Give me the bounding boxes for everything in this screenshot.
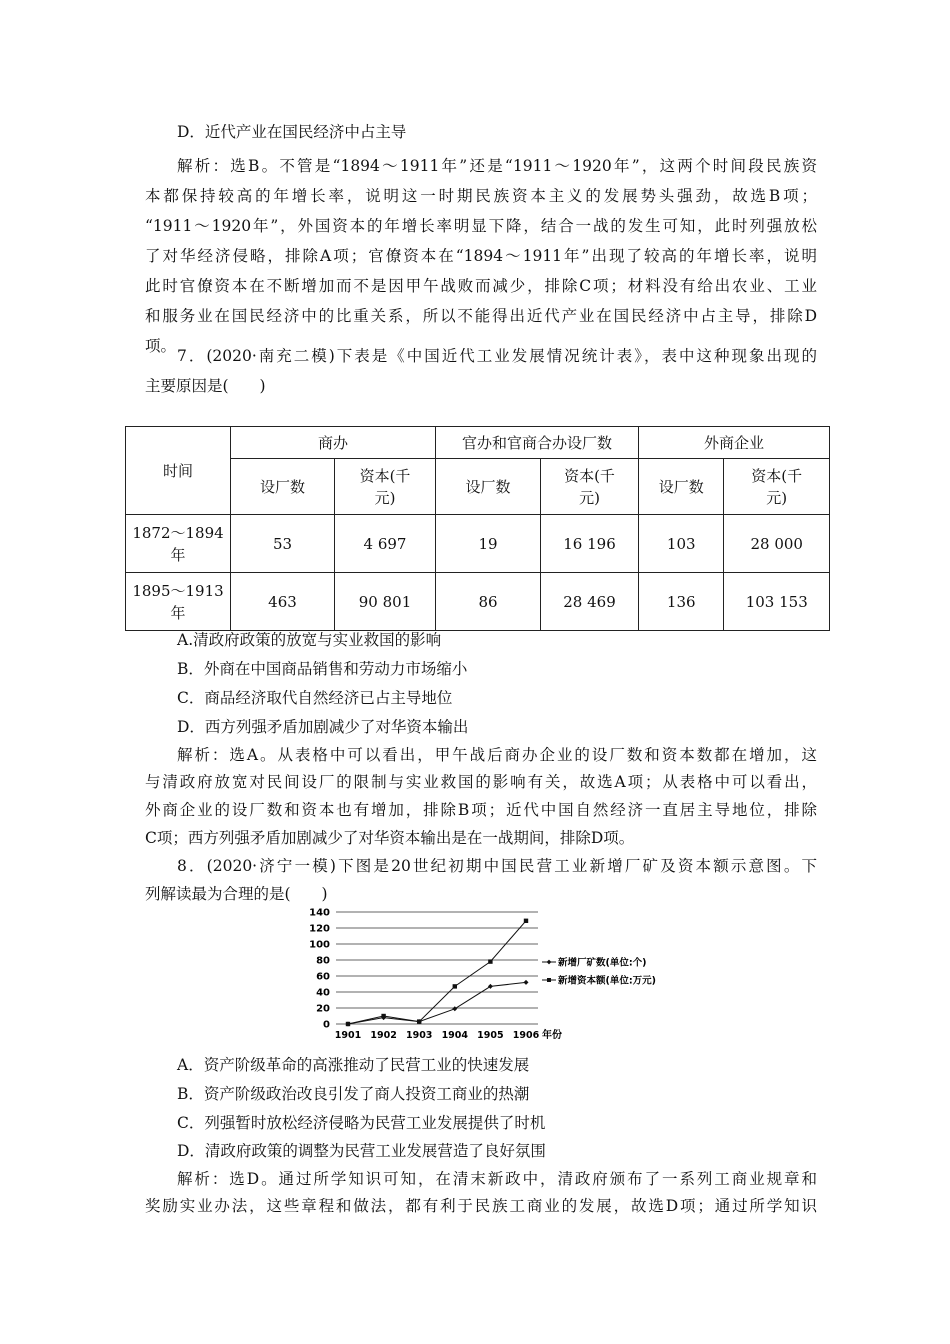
data-point-square: [524, 919, 528, 923]
x-tick-label: 1901: [334, 1030, 362, 1041]
x-tick-label: 1906: [512, 1030, 540, 1041]
sub-header-count: 设厂数: [231, 459, 335, 515]
y-tick-label: 140: [309, 907, 330, 919]
q8-option-b: B．资产阶级政治改良引发了商人投资工商业的热潮: [177, 1085, 530, 1103]
q8-analysis-line-1: 解析：选D。通过所学知识可知，在清末新政中，清政府颁布了一系列工商业规章和: [177, 1170, 817, 1188]
time-header: 时间: [126, 427, 231, 515]
row-period: 1895～1913 年: [126, 573, 231, 631]
data-point-square: [346, 1022, 350, 1026]
table-row: [126, 515, 830, 573]
data-point-square: [417, 1019, 421, 1023]
y-tick-label: 20: [316, 1003, 330, 1015]
q8-analysis-line-2: 奖励实业办法，这些章程和做法，都有利于民族工商业的发展，故选D项；通过所学知识: [145, 1197, 817, 1215]
q7-analysis-line-2: 与清政府放宽对民间设厂的限制与实业救国的影响有关，故选A项；从表格中可以看出，: [145, 773, 817, 791]
legend-marker-square: [547, 978, 551, 982]
sub-header-capital: 资本(千 元): [541, 459, 639, 515]
group-header-official: 官办和官商合办设厂数: [436, 427, 639, 459]
q7-analysis-line-1: 解析：选A。从表格中可以看出，甲午战后商办企业的设厂数和资本数都在增加，这: [177, 746, 817, 764]
table-cell: 136: [639, 573, 724, 631]
q8-option-d: D．清政府政策的调整为民营工业发展营造了良好氛围: [177, 1142, 546, 1160]
table-cell: 103: [639, 515, 724, 573]
sub-header-count: 设厂数: [639, 459, 724, 515]
table-cell: 90 801: [335, 573, 436, 631]
q8-option-a: A．资产阶级革命的高涨推动了民营工业的快速发展: [177, 1056, 530, 1074]
data-point-square: [453, 984, 457, 988]
q7-option-d: D．西方列强矛盾加剧减少了对华资本输出: [177, 718, 469, 736]
q7-analysis-line-4: C项；西方列强矛盾加剧减少了对华资本输出是在一战期间，排除D项。: [145, 829, 635, 847]
data-point-diamond: [524, 980, 529, 985]
sub-header-capital: 资本(千 元): [724, 459, 830, 515]
q6-analysis-line-5: 此时官僚资本在不断增加而不是因甲午战败而减少，排除C项；材料没有给出农业、工业: [145, 277, 817, 295]
q6-analysis-line-4: 了对华经济侵略，排除A项；官僚资本在“1894～1911年”出现了较高的年增长率，说明: [145, 247, 817, 265]
q8-option-c: C．列强暂时放松经济侵略为民营工业发展提供了时机: [177, 1114, 546, 1132]
data-point-square: [381, 1014, 385, 1018]
q6-analysis-line-6: 和服务业在国民经济中的比重关系，所以不能得出近代产业在国民经济中占主导，排除D: [145, 307, 817, 325]
q6-option-d: D．近代产业在国民经济中占主导: [177, 123, 407, 141]
data-point-square: [488, 959, 492, 963]
q6-analysis-line-7: 项。: [145, 337, 177, 355]
row-period: 1872～1894 年: [126, 515, 231, 573]
data-point-diamond: [452, 1006, 457, 1011]
table-cell: 28 000: [724, 515, 830, 573]
y-tick-label: 100: [309, 939, 330, 951]
factory-capital-line-chart: [300, 902, 690, 1042]
legend-marker-diamond: [547, 960, 552, 965]
x-tick-label: 1905: [477, 1030, 504, 1041]
y-tick-label: 40: [316, 987, 330, 999]
x-tick-label: 1903: [405, 1030, 433, 1041]
q7-stem-line-2: 主要原因是( ): [145, 377, 266, 395]
industry-stats-table: [125, 426, 830, 631]
x-tick-label: 1902: [370, 1030, 397, 1041]
q7-option-b: B．外商在中国商品销售和劳动力市场缩小: [177, 660, 468, 678]
data-point-diamond: [488, 984, 493, 989]
x-axis-label: 年份: [542, 1030, 562, 1041]
table-cell: 53: [231, 515, 335, 573]
group-header-private: 商办: [231, 427, 436, 459]
group-header-foreign: 外商企业: [639, 427, 830, 459]
q7-option-a: A.清政府政策的放宽与实业救国的影响: [177, 631, 442, 649]
x-tick-label: 1904: [441, 1030, 469, 1041]
q6-analysis-line-2: 本都保持较高的年增长率，说明这一时期民族资本主义的发展势头强劲，故选B项；: [145, 187, 817, 205]
q6-analysis-line-3: “1911～1920年”，外国资本的年增长率明显下降，结合一战的发生可知，此时列强放松: [145, 217, 817, 235]
q6-analysis-line-1: 解析：选B。不管是“1894～1911年”还是“1911～1920年”，这两个时间段民族资: [177, 157, 817, 175]
table-cell: 19: [436, 515, 541, 573]
y-tick-label: 60: [316, 971, 330, 983]
y-tick-label: 120: [309, 923, 330, 935]
y-tick-label: 80: [316, 955, 330, 967]
table-cell: 16 196: [541, 515, 639, 573]
q8-stem-line-1: 8．(2020·济宁一模)下图是20世纪初期中国民营工业新增厂矿及资本额示意图。下: [177, 857, 817, 875]
table-cell: 103 153: [724, 573, 830, 631]
q7-option-c: C．商品经济取代自然经济已占主导地位: [177, 689, 453, 707]
legend-label: 新增资本额(单位:万元): [558, 975, 656, 987]
sub-header-count: 设厂数: [436, 459, 541, 515]
q7-analysis-line-3: 外商企业的设厂数和资本也有增加，排除B项；近代中国自然经济一直居主导地位，排除: [145, 801, 817, 819]
q8-stem-line-2: 列解读最为合理的是( ): [145, 885, 328, 903]
legend-label: 新增厂矿数(单位:个): [558, 957, 647, 969]
table-cell: 4 697: [335, 515, 436, 573]
series-line: [348, 921, 526, 1024]
sub-header-capital: 资本(千 元): [335, 459, 436, 515]
table-cell: 86: [436, 573, 541, 631]
table-row: [126, 573, 830, 631]
table-cell: 28 469: [541, 573, 639, 631]
y-tick-label: 0: [323, 1019, 330, 1031]
q7-stem-line-1: 7．(2020·南充二模)下表是《中国近代工业发展情况统计表》，表中这种现象出现的: [177, 347, 817, 365]
table-cell: 463: [231, 573, 335, 631]
